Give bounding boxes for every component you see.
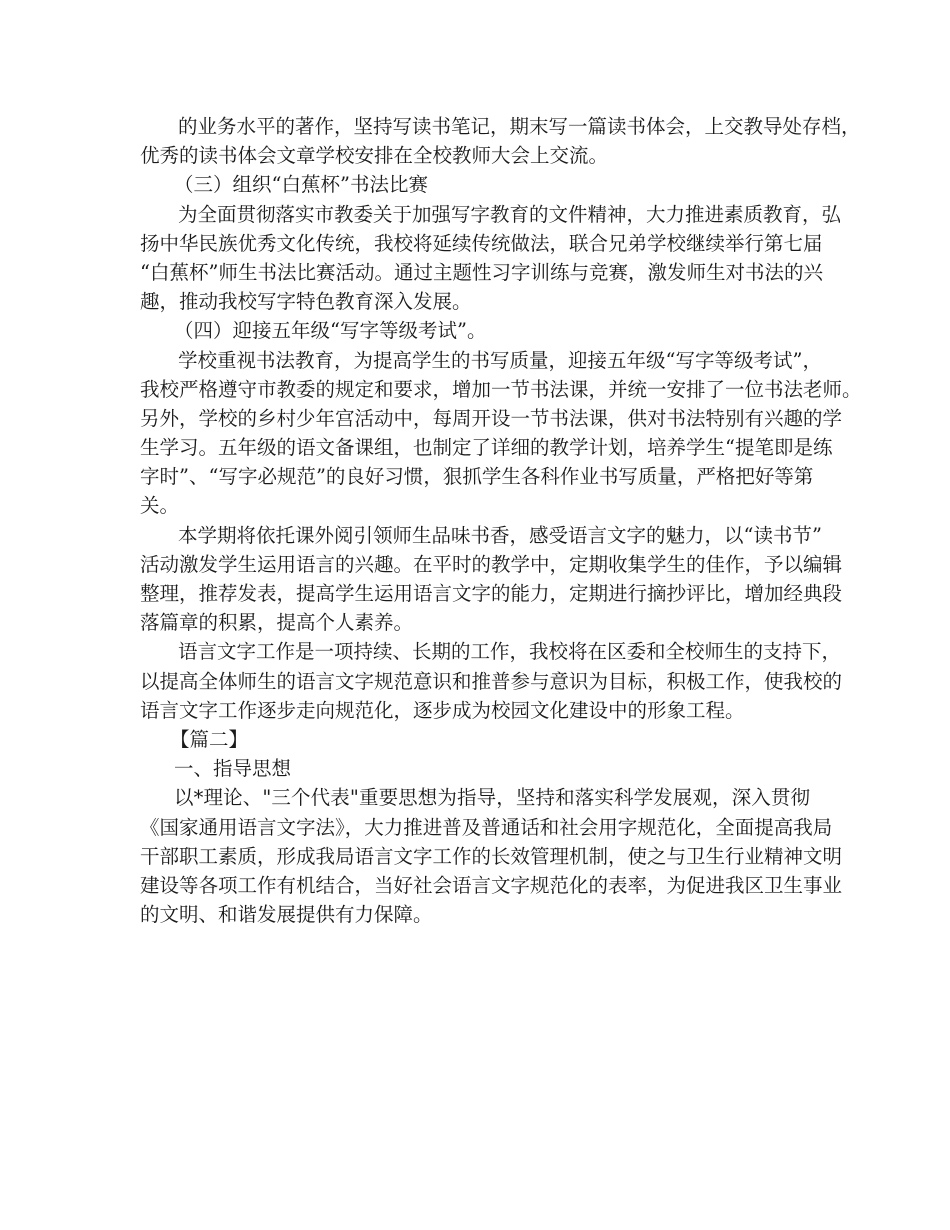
paragraph-calligraphy-contest: [140, 200, 842, 317]
text-line: 扬中华民族优秀文化传统，我校将延续传统做法，联合兄弟学校继续举行第七届: [140, 231, 823, 255]
paragraph-reading-notes: [140, 112, 861, 170]
text-line: 整理，推荐发表，提高学生运用语言文字的能力，定期进行摘抄评比，增加经典段: [140, 582, 843, 605]
text-line: 语言文字工作是一项持续、长期的工作，我校将在区委和全校师生的支持下，: [178, 640, 842, 664]
text-line: 语言文字工作逐步走向规范化，逐步成为校园文化建设中的形象工程。: [140, 698, 745, 722]
text-line: 以*理论、"三个代表"重要思想为指导，坚持和落实科学发展观，深入贯彻: [174, 786, 810, 810]
section-heading-guiding-ideology: 一、指导思想: [174, 757, 292, 781]
section-heading-3: （三）组织“白蕉杯”书法比赛: [174, 173, 428, 197]
text-line: 落篇章的积累，提高个人素养。: [140, 611, 414, 635]
paragraph-writing-exam: [140, 346, 862, 521]
text-line: 字时”、“写字必规范”的良好习惯，狠抓学生各科作业书写质量，严格把好等第: [140, 465, 814, 489]
text-line: 的文明、和谐发展提供有力保障。: [140, 903, 433, 927]
paragraph-guiding-ideology: [140, 783, 843, 929]
text-line: 学校重视书法教育，为提高学生的书写质量，迎接五年级“写字等级考试”，: [178, 348, 822, 372]
text-line: 关。: [140, 494, 180, 518]
text-line: 建设等各项工作有机结合，当好社会语言文字规范化的表率，为促进我区卫生事业: [140, 873, 843, 897]
document-page: [140, 112, 862, 929]
text-line: 本学期将依托课外阅引领师生品味书香，感受语言文字的魅力，以“读书节”: [178, 523, 822, 547]
text-line: 趣，推动我校写字特色教育深入发展。: [140, 290, 472, 314]
paragraph-reading-festival: [140, 521, 843, 638]
text-line: 另外，学校的乡村少年宫活动中，每周开设一节书法课，供对书法特别有兴趣的学: [140, 406, 843, 430]
text-line: 优秀的读书体会文章学校安排在全校教师大会上交流。: [140, 144, 609, 168]
paragraph-conclusion: [140, 637, 843, 725]
section-heading-4: （四）迎接五年级“写字等级考试”。: [174, 319, 487, 343]
text-line: 《国家通用语言文字法》，大力推进普及普通话和社会用字规范化，全面提高我局: [140, 815, 833, 839]
text-line: 的业务水平的著作，坚持写读书笔记，期末写一篇读书体会，上交教导处存档，: [178, 115, 861, 138]
text-line: 干部职工素质，形成我局语言文字工作的长效管理机制，使之与卫生行业精神文明: [140, 844, 843, 868]
part-two-heading: 【篇二】: [170, 727, 249, 751]
text-line: 活动激发学生运用语言的兴趣。在平时的教学中，定期收集学生的佳作，予以编辑: [140, 552, 843, 576]
text-line: “白蕉杯”师生书法比赛活动。通过主题性习字训练与竞赛，激发师生对书法的兴: [140, 260, 823, 284]
text-line: 以提高全体师生的语言文字规范意识和推普参与意识为目标，积极工作，使我校的: [140, 669, 843, 693]
text-line: 为全面贯彻落实市教委关于加强写字教育的文件精神，大力推进素质教育，弘: [178, 202, 842, 226]
text-line: 生学习。五年级的语文备课组，也制定了详细的教学计划，培养学生“提笔即是练: [140, 436, 833, 460]
text-line: 我校严格遵守市教委的规定和要求，增加一节书法课，并统一安排了一位书法老师。: [140, 377, 862, 401]
